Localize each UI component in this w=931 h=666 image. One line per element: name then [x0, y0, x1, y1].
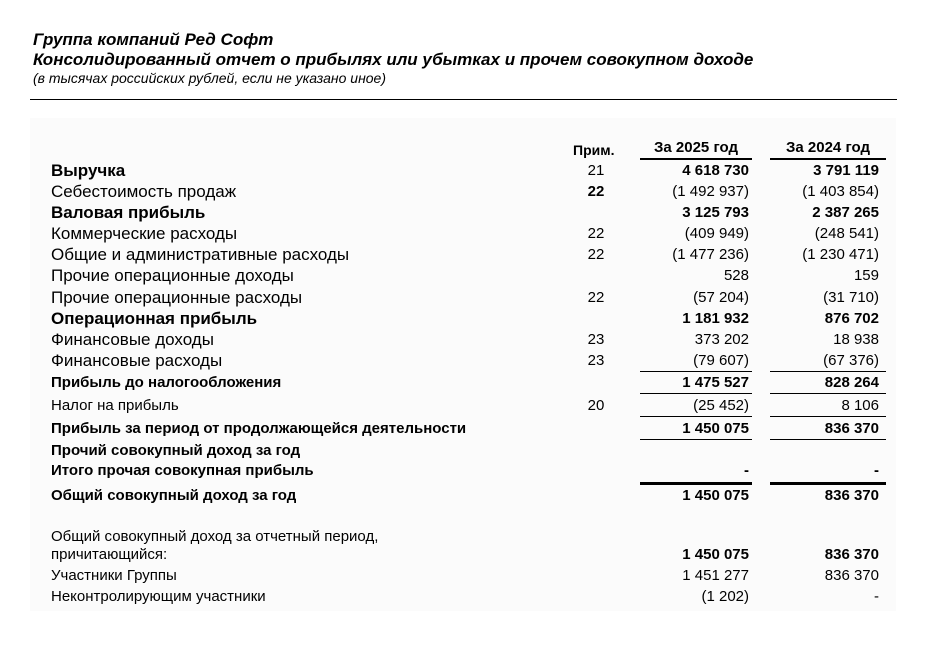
row-value-2025: 1 475 527 — [682, 374, 749, 391]
row-label: Прочий совокупный доход за год — [51, 442, 301, 459]
rule-2025 — [640, 439, 752, 440]
row-value-2024: 836 370 — [824, 487, 879, 504]
rule-2024 — [770, 416, 886, 417]
row-label: Прочие операционные расходы — [51, 288, 303, 307]
row-label: Участники Группы — [51, 567, 177, 584]
row-label: Налог на прибыль — [51, 397, 179, 414]
row-value-2025: 373 202 — [694, 331, 749, 348]
row-label: Себестоимость продаж — [51, 182, 237, 201]
row-label: Финансовые расходы — [51, 351, 223, 370]
statement-row-attributable — [51, 545, 887, 565]
row-value-2025: (1 492 937) — [672, 183, 749, 200]
row-value-2024: 159 — [853, 267, 879, 284]
statement-row-cost-of-sales — [51, 182, 887, 202]
row-value-2024: 876 702 — [824, 310, 879, 327]
statement-row-group-participants — [51, 566, 887, 586]
row-value-2025: (1 202) — [701, 588, 749, 605]
row-value-2024: 2 387 265 — [812, 204, 879, 221]
company-name: Группа компаний Ред Софт — [33, 30, 274, 49]
row-value-2024: (31 710) — [823, 289, 879, 306]
row-value-2024: 3 791 119 — [813, 162, 879, 179]
subtotal-rule-2025 — [640, 371, 752, 372]
row-value-2024: 836 370 — [824, 567, 879, 584]
header-divider — [30, 99, 897, 100]
row-value-2025: 3 125 793 — [682, 204, 749, 221]
statement-row-other-operating-income — [51, 266, 887, 286]
total-rule-2024 — [770, 482, 886, 485]
total-rule-2025 — [640, 482, 752, 485]
rule-2025 — [640, 416, 752, 417]
statement-row-income-tax — [51, 396, 887, 416]
units-note: (в тысячах российских рублей, если не указано иное) — [33, 70, 387, 86]
statement-row-non-controlling — [51, 587, 887, 607]
statement-row-admin-expenses — [51, 245, 887, 265]
row-label: Общий совокупный доход за отчетный период, — [51, 528, 379, 545]
row-note: 22 — [587, 289, 605, 306]
statement-row-total-comprehensive-income — [51, 486, 887, 506]
row-label: Прибыль за период от продолжающейся деятельности — [51, 420, 467, 437]
row-label: Общие и административные расходы — [51, 245, 350, 264]
statement-row-operating-profit — [51, 309, 887, 329]
row-value-2024: (248 541) — [814, 225, 879, 242]
row-value-2025: - — [744, 462, 749, 479]
row-label: Валовая прибыль — [51, 203, 206, 222]
row-value-2025: 1 450 075 — [682, 487, 749, 504]
row-label: Итого прочая совокупная прибыль — [51, 462, 314, 479]
row-value-2025: (1 477 236) — [672, 246, 749, 263]
statement-row-total-oci — [51, 461, 887, 481]
row-value-2024: - — [874, 588, 879, 605]
report-title: Консолидированный отчет о прибылях или убытках и прочем совокупном доходе — [33, 50, 754, 69]
row-note: 23 — [587, 331, 605, 348]
column-header-rule-2025 — [640, 158, 752, 160]
row-value-2025: 1 450 075 — [682, 546, 749, 563]
row-value-2024: - — [874, 462, 879, 479]
row-label: Прочие операционные доходы — [51, 266, 294, 285]
row-label: Финансовые доходы — [51, 330, 214, 349]
row-value-2025: 1 451 277 — [682, 567, 749, 584]
row-value-2025: 1 450 075 — [682, 420, 749, 437]
statement-row-finance-expenses — [51, 351, 887, 371]
statement-row-selling-expenses — [51, 224, 887, 244]
row-label: Прибыль до налогообложения — [51, 374, 282, 391]
row-value-2025: 528 — [723, 267, 749, 284]
subtotal-rule-2024 — [770, 371, 886, 372]
row-value-2025: (57 204) — [693, 289, 749, 306]
row-note: 22 — [587, 246, 605, 263]
column-header-2025: За 2025 год — [654, 139, 738, 156]
row-value-2024: 836 370 — [824, 420, 879, 437]
row-label: Выручка — [51, 161, 126, 180]
column-header-rule-2024 — [770, 158, 886, 160]
row-value-2025: (409 949) — [684, 225, 749, 242]
column-header-2024: За 2024 год — [786, 139, 870, 156]
row-note: 23 — [587, 352, 605, 369]
row-value-2025: (79 607) — [693, 352, 749, 369]
row-note: 20 — [587, 397, 605, 414]
row-value-2024: 836 370 — [824, 546, 879, 563]
statement-row-attribution-heading — [51, 527, 887, 547]
column-header-note: Прим. — [573, 142, 615, 158]
row-note: 21 — [587, 162, 605, 179]
row-note: 22 — [587, 183, 605, 200]
row-label: причитающийся: — [51, 546, 168, 563]
row-label: Неконтролирующим участники — [51, 588, 266, 605]
row-value-2024: (1 230 471) — [802, 246, 879, 263]
row-label: Общий совокупный доход за год — [51, 487, 297, 504]
statement-row-oci-heading — [51, 441, 887, 461]
statement-row-gross-profit — [51, 203, 887, 223]
statement-row-revenue — [51, 161, 887, 181]
row-value-2024: (1 403 854) — [802, 183, 879, 200]
row-value-2024: (67 376) — [823, 352, 879, 369]
row-value-2025: 1 181 932 — [682, 310, 749, 327]
statement-row-finance-income — [51, 330, 887, 350]
row-note: 22 — [587, 225, 605, 242]
row-value-2024: 18 938 — [833, 331, 879, 348]
row-label: Операционная прибыль — [51, 309, 258, 328]
row-label: Коммерческие расходы — [51, 224, 238, 243]
row-value-2024: 8 106 — [841, 397, 879, 414]
rule-2024 — [770, 439, 886, 440]
statement-row-other-operating-expenses — [51, 288, 887, 308]
row-value-2024: 828 264 — [824, 374, 879, 391]
statement-row-profit-continuing — [51, 419, 887, 439]
rule-2024 — [770, 393, 886, 394]
row-value-2025: 4 618 730 — [682, 162, 749, 179]
row-value-2025: (25 452) — [693, 397, 749, 414]
statement-row-profit-before-tax — [51, 373, 887, 393]
report-header — [33, 30, 899, 87]
rule-2025 — [640, 393, 752, 394]
